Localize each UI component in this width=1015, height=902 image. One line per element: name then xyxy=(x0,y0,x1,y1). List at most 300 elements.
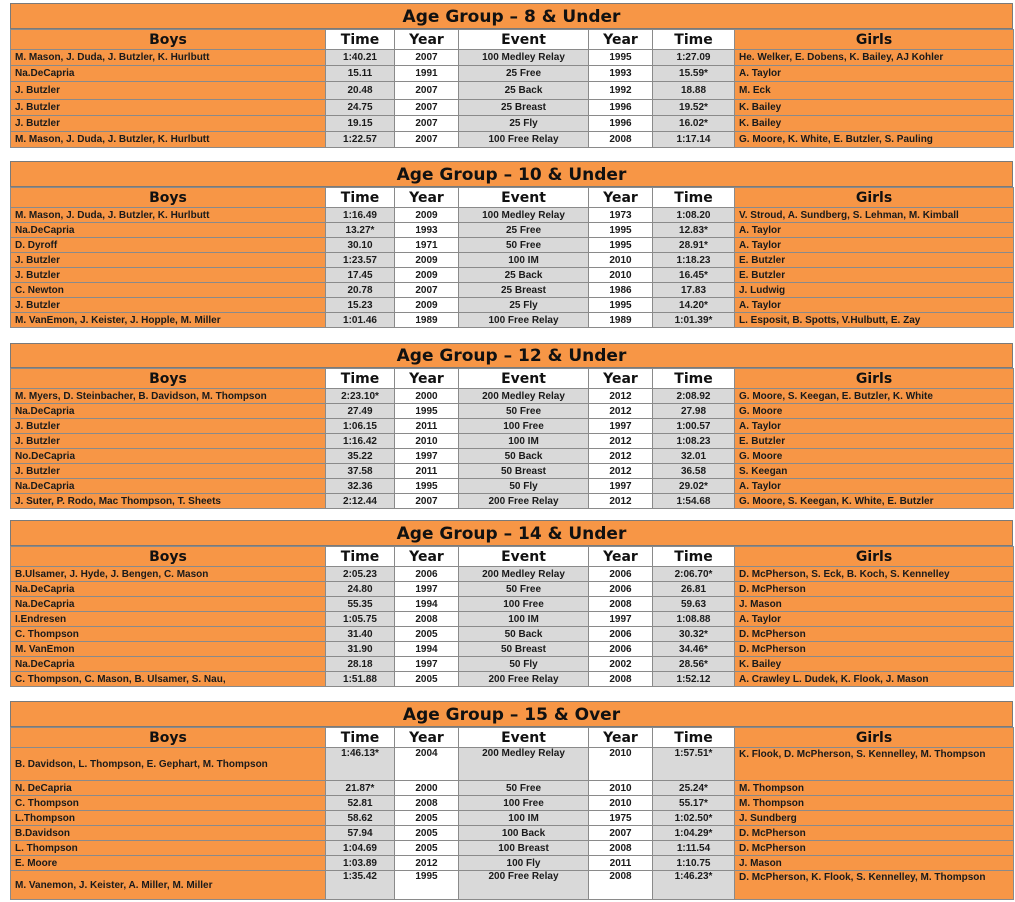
cell-girls-year: 1986 xyxy=(589,283,653,298)
cell-boys-year: 2007 xyxy=(395,494,459,509)
cell-boys-time: 20.48 xyxy=(326,82,395,100)
cell-event: 25 Free xyxy=(459,223,589,238)
column-header-event: Event xyxy=(459,188,589,208)
cell-boys: B.Ulsamer, J. Hyde, J. Bengen, C. Mason xyxy=(11,567,326,582)
cell-boys: J. Butzler xyxy=(11,298,326,313)
cell-boys-year: 1993 xyxy=(395,223,459,238)
record-row xyxy=(11,672,1014,687)
cell-boys-time: 1:23.57 xyxy=(326,253,395,268)
cell-girls-time: 12.83* xyxy=(653,223,735,238)
column-header-girls: Girls xyxy=(735,30,1014,50)
record-row xyxy=(11,50,1014,66)
cell-boys-time: 24.80 xyxy=(326,582,395,597)
cell-event: 25 Free xyxy=(459,66,589,82)
age-group-section xyxy=(10,701,1013,900)
cell-girls: A. Taylor xyxy=(735,479,1014,494)
cell-girls: D. McPherson xyxy=(735,841,1014,856)
cell-girls: K. Bailey xyxy=(735,657,1014,672)
cell-event: 25 Fly xyxy=(459,298,589,313)
cell-boys: Na.DeCapria xyxy=(11,404,326,419)
cell-boys: E. Moore xyxy=(11,856,326,871)
cell-boys-year: 2007 xyxy=(395,100,459,116)
column-header-girls-time: Time xyxy=(653,30,735,50)
cell-girls: K. Bailey xyxy=(735,116,1014,132)
cell-event: 50 Free xyxy=(459,582,589,597)
cell-boys: Na.DeCapria xyxy=(11,223,326,238)
cell-event: 25 Breast xyxy=(459,283,589,298)
cell-boys-time: 1:16.49 xyxy=(326,208,395,223)
cell-girls-time: 19.52* xyxy=(653,100,735,116)
cell-girls: J. Ludwig xyxy=(735,283,1014,298)
cell-boys-year: 1997 xyxy=(395,657,459,672)
record-row xyxy=(11,464,1014,479)
record-row xyxy=(11,612,1014,627)
cell-girls-time: 1:08.23 xyxy=(653,434,735,449)
record-row xyxy=(11,116,1014,132)
cell-boys-time: 19.15 xyxy=(326,116,395,132)
cell-boys-year: 2007 xyxy=(395,283,459,298)
record-row xyxy=(11,796,1014,811)
cell-girls: D. McPherson xyxy=(735,642,1014,657)
cell-girls-year: 2012 xyxy=(589,404,653,419)
cell-girls: D. McPherson xyxy=(735,826,1014,841)
cell-girls: G. Moore xyxy=(735,404,1014,419)
cell-boys-time: 1:40.21 xyxy=(326,50,395,66)
cell-boys-time: 1:16.42 xyxy=(326,434,395,449)
cell-boys-year: 2008 xyxy=(395,612,459,627)
record-row xyxy=(11,657,1014,672)
cell-girls-time: 28.56* xyxy=(653,657,735,672)
cell-boys-time: 1:03.89 xyxy=(326,856,395,871)
cell-boys-year: 2008 xyxy=(395,796,459,811)
cell-boys-year: 2005 xyxy=(395,841,459,856)
cell-girls-time: 59.63 xyxy=(653,597,735,612)
cell-girls-time: 1:04.29* xyxy=(653,826,735,841)
cell-event: 50 Fly xyxy=(459,657,589,672)
cell-girls-time: 1:00.57 xyxy=(653,419,735,434)
column-header-girls: Girls xyxy=(735,188,1014,208)
cell-event: 50 Back xyxy=(459,449,589,464)
cell-boys-year: 2000 xyxy=(395,389,459,404)
cell-girls: G. Moore, K. White, E. Butzler, S. Pauling xyxy=(735,132,1014,148)
record-row xyxy=(11,100,1014,116)
cell-boys-year: 2007 xyxy=(395,116,459,132)
record-row xyxy=(11,642,1014,657)
cell-event: 100 IM xyxy=(459,253,589,268)
record-row xyxy=(11,856,1014,871)
record-row xyxy=(11,748,1014,781)
cell-boys-year: 1991 xyxy=(395,66,459,82)
cell-girls: V. Stroud, A. Sundberg, S. Lehman, M. Kimball xyxy=(735,208,1014,223)
cell-girls-year: 1997 xyxy=(589,479,653,494)
cell-girls: S. Keegan xyxy=(735,464,1014,479)
cell-boys: C. Thompson, C. Mason, B. Ulsamer, S. Nau, xyxy=(11,672,326,687)
column-header-girls-time: Time xyxy=(653,547,735,567)
cell-boys-time: 21.87* xyxy=(326,781,395,796)
cell-girls: G. Moore, S. Keegan, K. White, E. Butzler xyxy=(735,494,1014,509)
cell-girls: D. McPherson xyxy=(735,582,1014,597)
cell-boys: J. Butzler xyxy=(11,253,326,268)
cell-boys: J. Suter, P. Rodo, Mac Thompson, T. Sheets xyxy=(11,494,326,509)
cell-boys-time: 17.45 xyxy=(326,268,395,283)
section-title: Age Group – 10 & Under xyxy=(10,161,1013,187)
record-row xyxy=(11,389,1014,404)
cell-event: 100 Free xyxy=(459,597,589,612)
cell-boys: M. VanEmon xyxy=(11,642,326,657)
cell-boys-time: 31.90 xyxy=(326,642,395,657)
header-row xyxy=(11,728,1014,748)
cell-girls: A. Taylor xyxy=(735,238,1014,253)
cell-boys-year: 2009 xyxy=(395,298,459,313)
cell-girls-year: 2010 xyxy=(589,748,653,781)
cell-boys-time: 15.11 xyxy=(326,66,395,82)
cell-girls-year: 1997 xyxy=(589,419,653,434)
column-header-boys-year: Year xyxy=(395,547,459,567)
cell-girls-year: 2006 xyxy=(589,567,653,582)
cell-boys-time: 37.58 xyxy=(326,464,395,479)
cell-girls-time: 1:18.23 xyxy=(653,253,735,268)
column-header-event: Event xyxy=(459,547,589,567)
cell-boys-year: 2010 xyxy=(395,434,459,449)
cell-boys-year: 1995 xyxy=(395,871,459,900)
cell-boys-time: 1:01.46 xyxy=(326,313,395,328)
age-group-section xyxy=(10,520,1013,687)
cell-boys-time: 1:04.69 xyxy=(326,841,395,856)
cell-boys-time: 58.62 xyxy=(326,811,395,826)
cell-event: 100 Free Relay xyxy=(459,313,589,328)
record-row xyxy=(11,781,1014,796)
cell-girls-time: 2:08.92 xyxy=(653,389,735,404)
record-row xyxy=(11,253,1014,268)
column-header-event: Event xyxy=(459,30,589,50)
cell-girls-time: 1:27.09 xyxy=(653,50,735,66)
record-row xyxy=(11,238,1014,253)
cell-girls: A. Crawley L. Dudek, K. Flook, J. Mason xyxy=(735,672,1014,687)
cell-boys-year: 2000 xyxy=(395,781,459,796)
record-row xyxy=(11,826,1014,841)
cell-girls-time: 1:01.39* xyxy=(653,313,735,328)
column-header-boys-time: Time xyxy=(326,188,395,208)
column-header-boys: Boys xyxy=(11,728,326,748)
cell-girls-year: 1995 xyxy=(589,50,653,66)
cell-boys: J. Butzler xyxy=(11,268,326,283)
cell-event: 50 Back xyxy=(459,627,589,642)
cell-event: 50 Breast xyxy=(459,464,589,479)
cell-girls: K. Flook, D. McPherson, S. Kennelley, M. Thompson xyxy=(735,748,1014,781)
age-group-section xyxy=(10,3,1013,148)
column-header-girls: Girls xyxy=(735,369,1014,389)
cell-boys-year: 2011 xyxy=(395,419,459,434)
column-header-girls-year: Year xyxy=(589,30,653,50)
cell-boys: M. Mason, J. Duda, J. Butzler, K. Hurlbutt xyxy=(11,50,326,66)
cell-girls-year: 2006 xyxy=(589,582,653,597)
cell-girls-time: 1:52.12 xyxy=(653,672,735,687)
cell-boys-time: 2:12.44 xyxy=(326,494,395,509)
cell-boys-year: 2005 xyxy=(395,672,459,687)
section-title: Age Group – 15 & Over xyxy=(10,701,1013,727)
cell-girls-year: 1996 xyxy=(589,100,653,116)
cell-girls: E. Butzler xyxy=(735,268,1014,283)
column-header-event: Event xyxy=(459,369,589,389)
cell-boys-time: 1:46.13* xyxy=(326,748,395,781)
column-header-girls-year: Year xyxy=(589,547,653,567)
column-header-girls: Girls xyxy=(735,547,1014,567)
cell-girls-time: 1:08.20 xyxy=(653,208,735,223)
record-row xyxy=(11,449,1014,464)
record-row xyxy=(11,283,1014,298)
cell-girls-time: 36.58 xyxy=(653,464,735,479)
cell-girls-year: 1989 xyxy=(589,313,653,328)
cell-girls-year: 2012 xyxy=(589,389,653,404)
cell-girls: M. Thompson xyxy=(735,796,1014,811)
cell-girls-year: 2007 xyxy=(589,826,653,841)
cell-girls-year: 2006 xyxy=(589,642,653,657)
header-row xyxy=(11,188,1014,208)
column-header-boys-time: Time xyxy=(326,547,395,567)
section-title: Age Group – 8 & Under xyxy=(10,3,1013,29)
cell-event: 50 Free xyxy=(459,781,589,796)
age-group-section xyxy=(10,343,1013,509)
cell-boys-year: 1994 xyxy=(395,642,459,657)
cell-boys: M. Vanemon, J. Keister, A. Miller, M. Miller xyxy=(11,871,326,900)
cell-boys-time: 28.18 xyxy=(326,657,395,672)
cell-boys-year: 2012 xyxy=(395,856,459,871)
cell-girls: K. Bailey xyxy=(735,100,1014,116)
records-table xyxy=(10,29,1014,148)
cell-girls-time: 16.45* xyxy=(653,268,735,283)
cell-girls-time: 34.46* xyxy=(653,642,735,657)
cell-girls-time: 16.02* xyxy=(653,116,735,132)
cell-girls: J. Mason xyxy=(735,856,1014,871)
cell-boys: J. Butzler xyxy=(11,116,326,132)
column-header-boys: Boys xyxy=(11,188,326,208)
record-row xyxy=(11,82,1014,100)
column-header-boys: Boys xyxy=(11,369,326,389)
cell-girls: A. Taylor xyxy=(735,298,1014,313)
cell-boys-time: 2:05.23 xyxy=(326,567,395,582)
cell-girls: D. McPherson, K. Flook, S. Kennelley, M. Thompson xyxy=(735,871,1014,900)
cell-girls-year: 2008 xyxy=(589,672,653,687)
cell-girls-year: 1997 xyxy=(589,612,653,627)
cell-girls-year: 2008 xyxy=(589,132,653,148)
cell-girls: A. Taylor xyxy=(735,66,1014,82)
column-header-boys: Boys xyxy=(11,30,326,50)
cell-boys: B. Davidson, L. Thompson, E. Gephart, M. Thompson xyxy=(11,748,326,781)
cell-boys-time: 52.81 xyxy=(326,796,395,811)
cell-boys-time: 1:06.15 xyxy=(326,419,395,434)
cell-boys-time: 35.22 xyxy=(326,449,395,464)
cell-boys-time: 24.75 xyxy=(326,100,395,116)
cell-girls-time: 2:06.70* xyxy=(653,567,735,582)
cell-boys-year: 2011 xyxy=(395,464,459,479)
records-table xyxy=(10,546,1014,687)
cell-event: 200 Free Relay xyxy=(459,672,589,687)
cell-girls-time: 1:57.51* xyxy=(653,748,735,781)
cell-girls-year: 1973 xyxy=(589,208,653,223)
cell-boys-year: 2005 xyxy=(395,627,459,642)
cell-boys-year: 2009 xyxy=(395,268,459,283)
cell-girls: D. McPherson, S. Eck, B. Koch, S. Kennelley xyxy=(735,567,1014,582)
cell-girls: M. Thompson xyxy=(735,781,1014,796)
cell-girls-year: 2010 xyxy=(589,268,653,283)
cell-event: 100 Medley Relay xyxy=(459,50,589,66)
cell-boys-time: 57.94 xyxy=(326,826,395,841)
cell-girls-year: 2008 xyxy=(589,841,653,856)
cell-boys: N. DeCapria xyxy=(11,781,326,796)
cell-boys-year: 1997 xyxy=(395,582,459,597)
cell-boys: Na.DeCapria xyxy=(11,479,326,494)
cell-girls-time: 1:08.88 xyxy=(653,612,735,627)
cell-boys-time: 1:35.42 xyxy=(326,871,395,900)
column-header-boys-year: Year xyxy=(395,30,459,50)
record-row xyxy=(11,66,1014,82)
record-row xyxy=(11,434,1014,449)
cell-boys: J. Butzler xyxy=(11,434,326,449)
column-header-girls-year: Year xyxy=(589,728,653,748)
section-title: Age Group – 12 & Under xyxy=(10,343,1013,368)
cell-girls-year: 1996 xyxy=(589,116,653,132)
column-header-girls-year: Year xyxy=(589,188,653,208)
cell-girls-time: 15.59* xyxy=(653,66,735,82)
cell-boys-time: 13.27* xyxy=(326,223,395,238)
cell-event: 25 Breast xyxy=(459,100,589,116)
cell-boys: C. Thompson xyxy=(11,627,326,642)
record-row xyxy=(11,494,1014,509)
cell-girls-year: 2011 xyxy=(589,856,653,871)
record-row xyxy=(11,627,1014,642)
cell-girls-time: 18.88 xyxy=(653,82,735,100)
cell-event: 100 Back xyxy=(459,826,589,841)
cell-event: 100 IM xyxy=(459,811,589,826)
record-row xyxy=(11,841,1014,856)
cell-boys-year: 2009 xyxy=(395,253,459,268)
section-title: Age Group – 14 & Under xyxy=(10,520,1013,546)
cell-girls-year: 2008 xyxy=(589,597,653,612)
cell-event: 100 Free xyxy=(459,796,589,811)
cell-girls: M. Eck xyxy=(735,82,1014,100)
cell-girls: J. Mason xyxy=(735,597,1014,612)
cell-boys: D. Dyroff xyxy=(11,238,326,253)
cell-girls: G. Moore, S. Keegan, E. Butzler, K. White xyxy=(735,389,1014,404)
cell-boys-year: 1995 xyxy=(395,479,459,494)
cell-girls-time: 14.20* xyxy=(653,298,735,313)
cell-girls: G. Moore xyxy=(735,449,1014,464)
column-header-girls-time: Time xyxy=(653,369,735,389)
cell-boys-time: 20.78 xyxy=(326,283,395,298)
cell-girls-year: 2008 xyxy=(589,871,653,900)
cell-boys: L.Thompson xyxy=(11,811,326,826)
cell-boys-time: 15.23 xyxy=(326,298,395,313)
record-row xyxy=(11,597,1014,612)
cell-girls-year: 1995 xyxy=(589,238,653,253)
cell-boys: Na.DeCapria xyxy=(11,597,326,612)
cell-girls: E. Butzler xyxy=(735,434,1014,449)
cell-event: 25 Fly xyxy=(459,116,589,132)
column-header-girls: Girls xyxy=(735,728,1014,748)
cell-girls-time: 1:11.54 xyxy=(653,841,735,856)
cell-girls-year: 2010 xyxy=(589,781,653,796)
cell-event: 100 Fly xyxy=(459,856,589,871)
cell-girls-year: 1995 xyxy=(589,223,653,238)
record-row xyxy=(11,132,1014,148)
cell-boys-year: 2006 xyxy=(395,567,459,582)
cell-boys: Na.DeCapria xyxy=(11,657,326,672)
cell-boys-time: 30.10 xyxy=(326,238,395,253)
record-row xyxy=(11,811,1014,826)
record-row xyxy=(11,223,1014,238)
cell-boys: J. Butzler xyxy=(11,419,326,434)
cell-girls-year: 1995 xyxy=(589,298,653,313)
cell-boys-year: 2007 xyxy=(395,50,459,66)
cell-girls-year: 1975 xyxy=(589,811,653,826)
cell-event: 25 Back xyxy=(459,268,589,283)
cell-boys: M. Myers, D. Steinbacher, B. Davidson, M. Thompson xyxy=(11,389,326,404)
cell-event: 50 Free xyxy=(459,238,589,253)
cell-girls-year: 2002 xyxy=(589,657,653,672)
cell-girls-time: 1:46.23* xyxy=(653,871,735,900)
cell-event: 200 Medley Relay xyxy=(459,748,589,781)
record-row xyxy=(11,268,1014,283)
cell-boys: C. Newton xyxy=(11,283,326,298)
cell-event: 25 Back xyxy=(459,82,589,100)
cell-girls-year: 1993 xyxy=(589,66,653,82)
cell-girls-time: 1:54.68 xyxy=(653,494,735,509)
cell-boys: L. Thompson xyxy=(11,841,326,856)
cell-boys-time: 1:51.88 xyxy=(326,672,395,687)
cell-girls: D. McPherson xyxy=(735,627,1014,642)
cell-boys: C. Thompson xyxy=(11,796,326,811)
column-header-boys-year: Year xyxy=(395,369,459,389)
cell-girls-time: 26.81 xyxy=(653,582,735,597)
cell-girls-time: 1:17.14 xyxy=(653,132,735,148)
cell-boys: J. Butzler xyxy=(11,82,326,100)
cell-girls-time: 17.83 xyxy=(653,283,735,298)
cell-event: 100 IM xyxy=(459,612,589,627)
record-row xyxy=(11,313,1014,328)
cell-boys: M. VanEmon, J. Keister, J. Hopple, M. Miller xyxy=(11,313,326,328)
record-row xyxy=(11,582,1014,597)
cell-girls: J. Sundberg xyxy=(735,811,1014,826)
cell-boys-time: 1:05.75 xyxy=(326,612,395,627)
cell-girls-year: 2012 xyxy=(589,434,653,449)
record-row xyxy=(11,208,1014,223)
cell-boys-year: 1994 xyxy=(395,597,459,612)
column-header-girls-time: Time xyxy=(653,728,735,748)
cell-girls-time: 29.02* xyxy=(653,479,735,494)
cell-boys: M. Mason, J. Duda, J. Butzler, K. Hurlbutt xyxy=(11,132,326,148)
cell-event: 100 Medley Relay xyxy=(459,208,589,223)
cell-boys-time: 2:23.10* xyxy=(326,389,395,404)
cell-girls: A. Taylor xyxy=(735,419,1014,434)
cell-boys-year: 2007 xyxy=(395,132,459,148)
cell-girls-time: 1:02.50* xyxy=(653,811,735,826)
cell-girls: E. Butzler xyxy=(735,253,1014,268)
column-header-event: Event xyxy=(459,728,589,748)
cell-boys: No.DeCapria xyxy=(11,449,326,464)
cell-boys: B.Davidson xyxy=(11,826,326,841)
cell-event: 100 Breast xyxy=(459,841,589,856)
cell-girls: L. Esposit, B. Spotts, V.Hulbutt, E. Zay xyxy=(735,313,1014,328)
cell-event: 100 Free xyxy=(459,419,589,434)
cell-event: 200 Free Relay xyxy=(459,871,589,900)
cell-girls: He. Welker, E. Dobens, K. Bailey, AJ Kohler xyxy=(735,50,1014,66)
cell-boys-year: 2005 xyxy=(395,811,459,826)
cell-boys: J. Butzler xyxy=(11,100,326,116)
cell-boys-year: 2009 xyxy=(395,208,459,223)
record-row xyxy=(11,419,1014,434)
records-table xyxy=(10,727,1014,900)
record-row xyxy=(11,479,1014,494)
